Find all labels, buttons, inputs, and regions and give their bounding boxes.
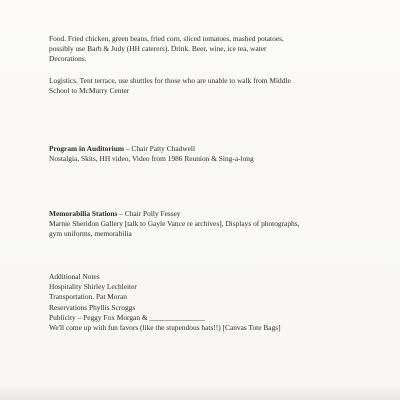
memorabilia-line-1: Marnie Sheridon Gallery [talk to Gayle Vance re archives], Displays of photographs, — [49, 219, 300, 229]
transportation-line: Transportation. Pat Moran — [49, 292, 127, 302]
additional-notes-title: Additional Notes — [49, 272, 100, 281]
food-line-1: Food. Fried chicken, green beans, fried corn, sliced tomatoes, mashed potatoes, — [49, 34, 284, 43]
program-heading-line — [49, 144, 254, 154]
memorabilia-heading: Memorabilia Stations — [49, 209, 118, 218]
memorabilia-section — [49, 209, 299, 240]
food-line-3: Decorations. — [49, 54, 87, 64]
food-line-2: possibly use Barb & Judy (HH caterers), Drink. Beer, wine, ice tea, water — [49, 44, 267, 54]
program-heading: Program in Auditorium — [49, 144, 125, 153]
reservations-line: Reservations Phyllis Scroggs — [49, 302, 136, 312]
food-section — [49, 34, 284, 65]
program-line-1: Nostalgia, Skits, HH video, Video from 1986 Reunion & Sing-a-long — [49, 154, 254, 164]
hospitality-line: Hospitality Shirley Lechleiter — [49, 282, 137, 292]
program-chair: – Chair Patty Chadwell — [124, 144, 196, 153]
favors-line: We'll come up with fun favors (like the stupendous hats!!) [Canvas Tote Bags] — [49, 323, 281, 333]
logistics-line-2: School to McMurry Center — [49, 86, 130, 96]
memorabilia-heading-line — [49, 209, 299, 219]
publicity-line: Publicity – Peggy Fox Morgan & _______________ — [49, 312, 205, 322]
page-bottom-shadow — [0, 386, 400, 400]
memorabilia-chair: – Chair Polly Fessey — [117, 209, 181, 218]
logistics-section — [49, 76, 291, 96]
additional-notes-section — [49, 272, 281, 333]
memorabilia-line-2: gym uniforms, memorabilia — [49, 229, 132, 239]
logistics-line-1: Logistics. Tent terrace, use shuttles for those who are unable to walk from Middle — [49, 76, 291, 85]
program-section — [49, 144, 254, 164]
